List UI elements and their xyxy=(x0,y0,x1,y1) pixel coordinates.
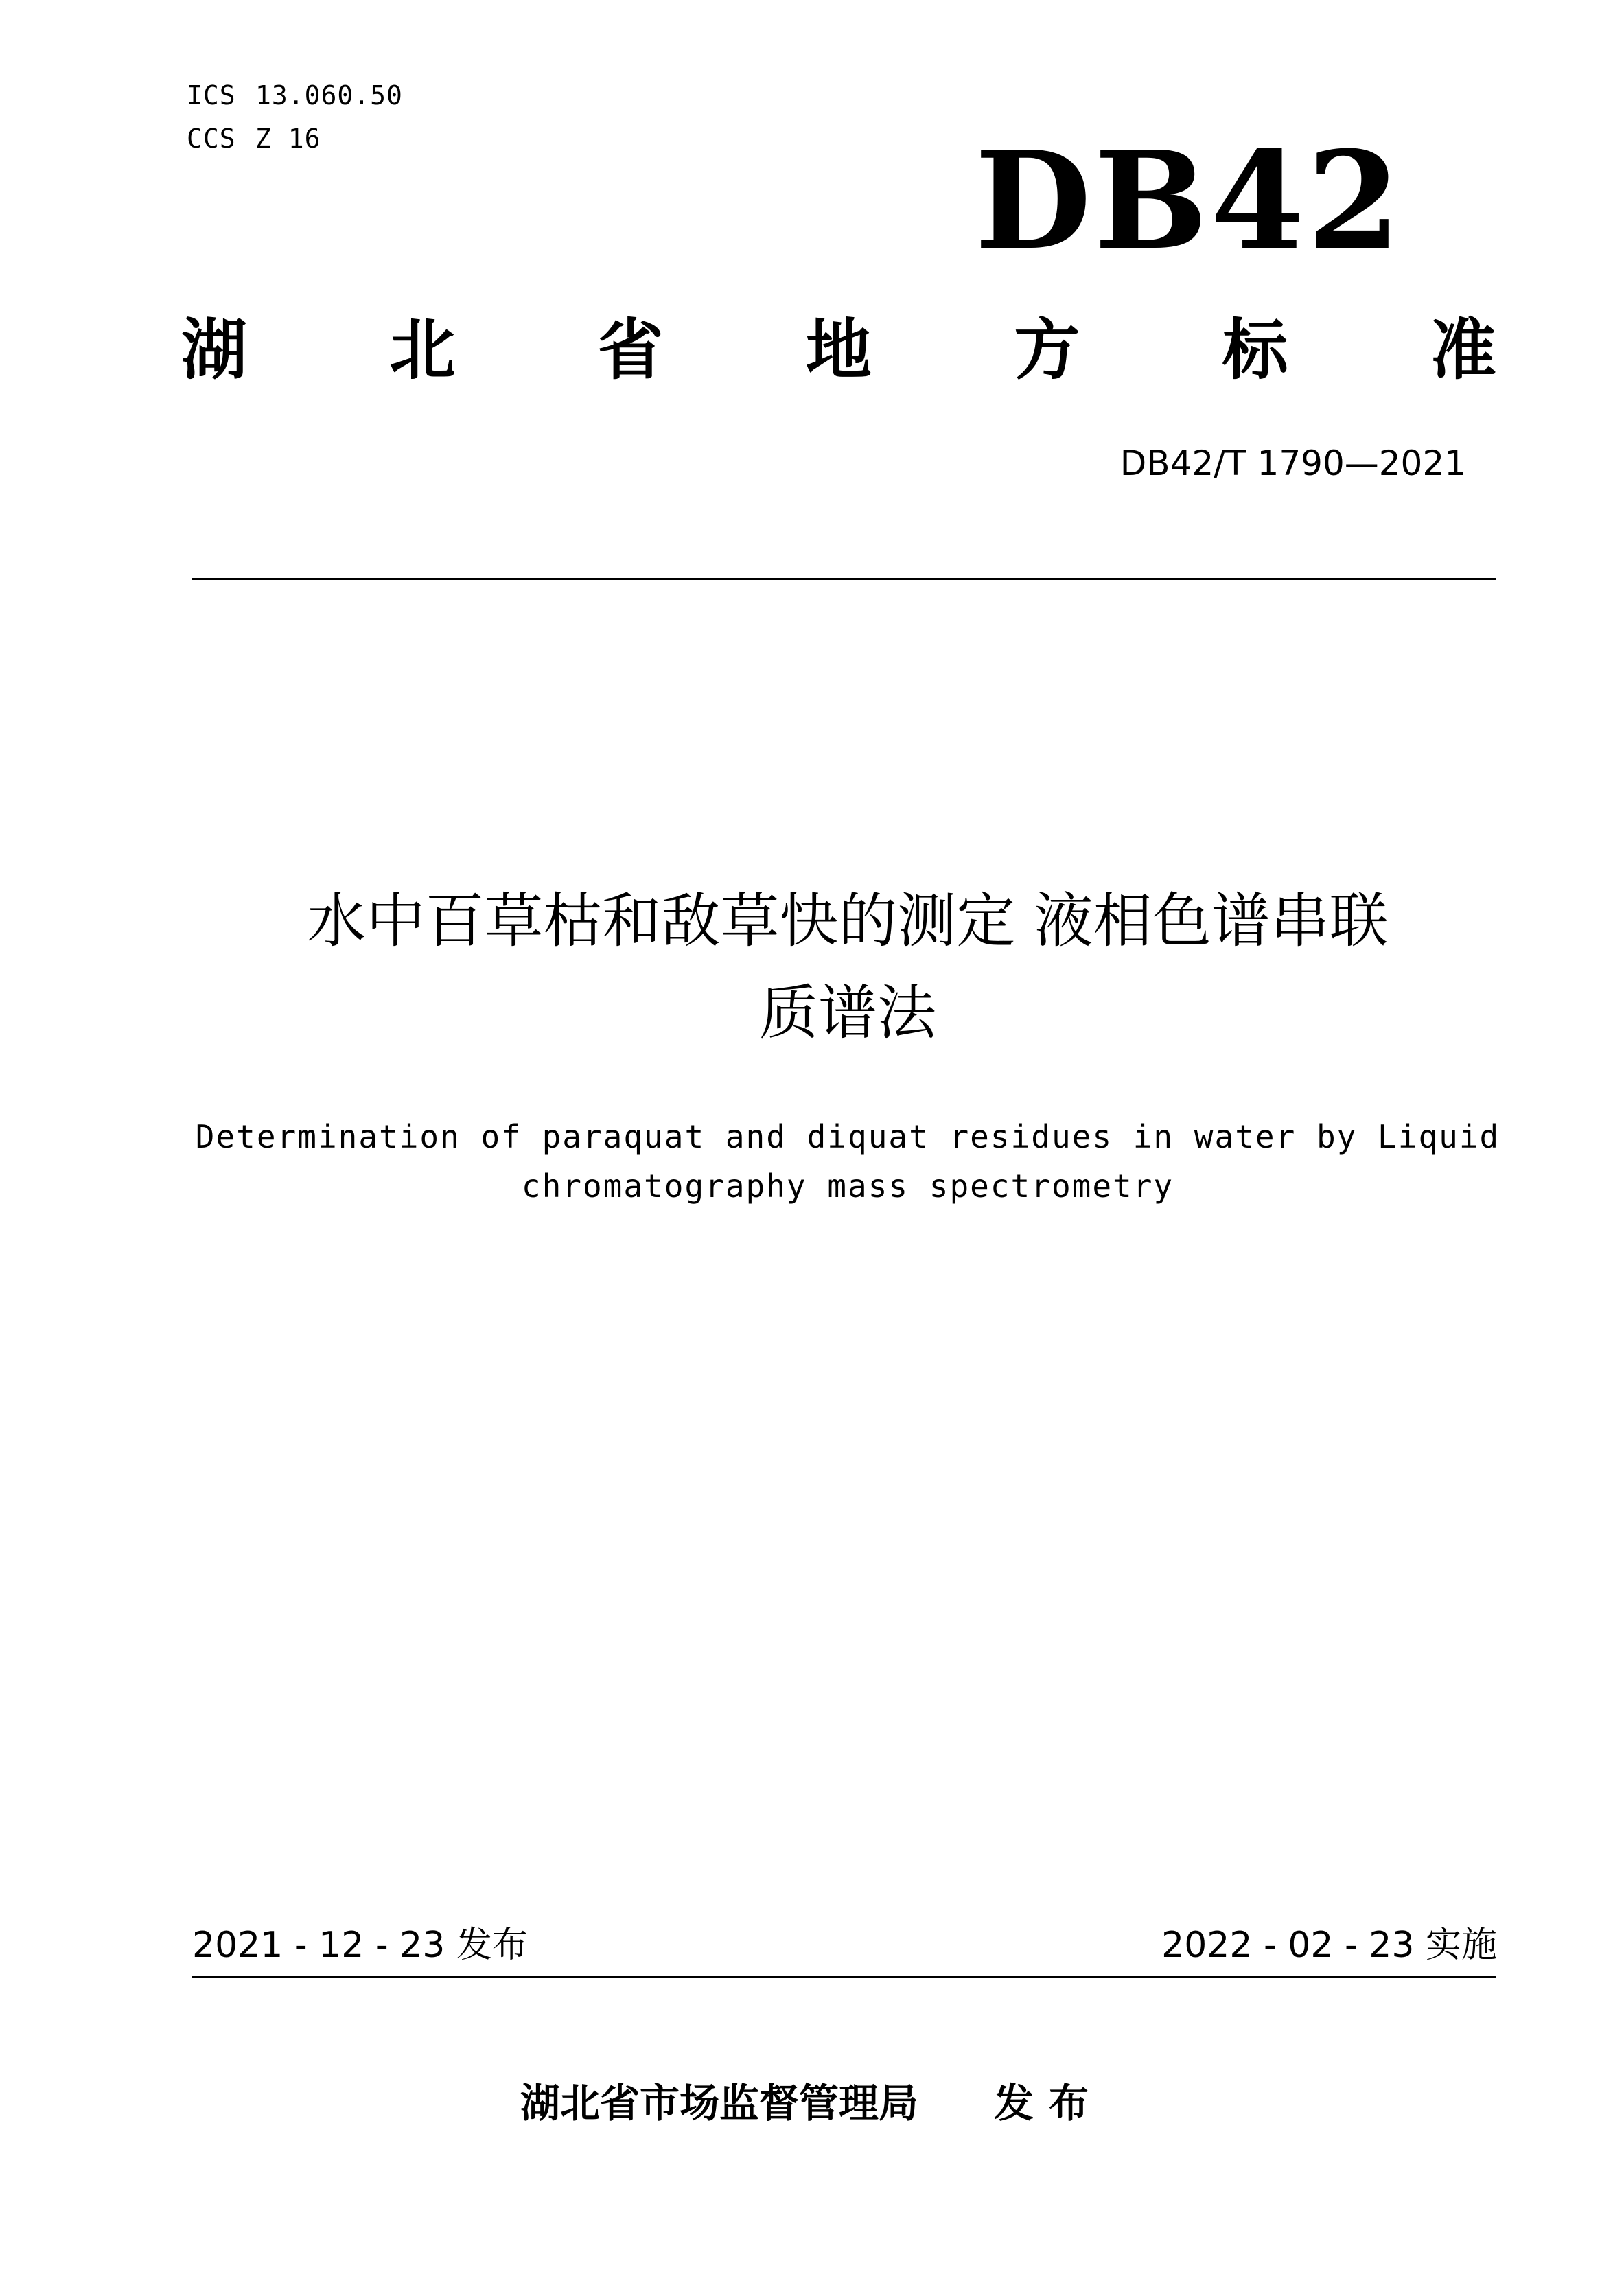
ccs-classification xyxy=(187,126,321,152)
document-title-english xyxy=(137,1112,1558,1211)
publisher-action: 发布 xyxy=(994,2080,1104,2126)
issue-date: 2021 - 12 - 23 发布 xyxy=(192,1925,528,1966)
standard-type-char: 标 xyxy=(1222,312,1288,389)
ics-classification xyxy=(187,80,403,111)
footer-divider xyxy=(192,1976,1496,1978)
publisher-line xyxy=(0,2080,1624,2126)
ics-code: 13.060.50 xyxy=(255,80,403,111)
standard-type-char: 北 xyxy=(389,312,456,389)
standard-number: DB42/T 1790—2021 xyxy=(1120,443,1466,483)
ics-label: ICS xyxy=(187,80,236,111)
header-divider xyxy=(192,578,1496,580)
standard-type-char: 准 xyxy=(1430,312,1496,389)
ccs-code: Z 16 xyxy=(255,124,321,154)
standard-type-char: 方 xyxy=(1014,312,1080,389)
title-zh-line: 质谱法 xyxy=(759,979,936,1047)
title-en-line: chromatography mass spectrometry xyxy=(521,1168,1174,1205)
standard-type-char: 地 xyxy=(805,312,872,389)
title-zh-line: 水中百草枯和敌草快的测定 液相色谱串联 xyxy=(307,887,1389,955)
publisher-name: 湖北省市场监督管理局 xyxy=(520,2080,918,2126)
standard-type-char: 湖 xyxy=(181,312,247,389)
standard-type-char: 省 xyxy=(597,312,664,389)
effective-date: 2022 - 02 - 23 实施 xyxy=(1161,1925,1497,1966)
title-en-line: Determination of paraquat and diquat residues in water by Liquid xyxy=(195,1118,1500,1155)
ccs-label: CCS xyxy=(187,124,236,154)
document-title-chinese xyxy=(137,875,1558,1059)
db-code-mark: DB42 xyxy=(975,122,1404,280)
standard-type-heading xyxy=(180,312,1498,389)
